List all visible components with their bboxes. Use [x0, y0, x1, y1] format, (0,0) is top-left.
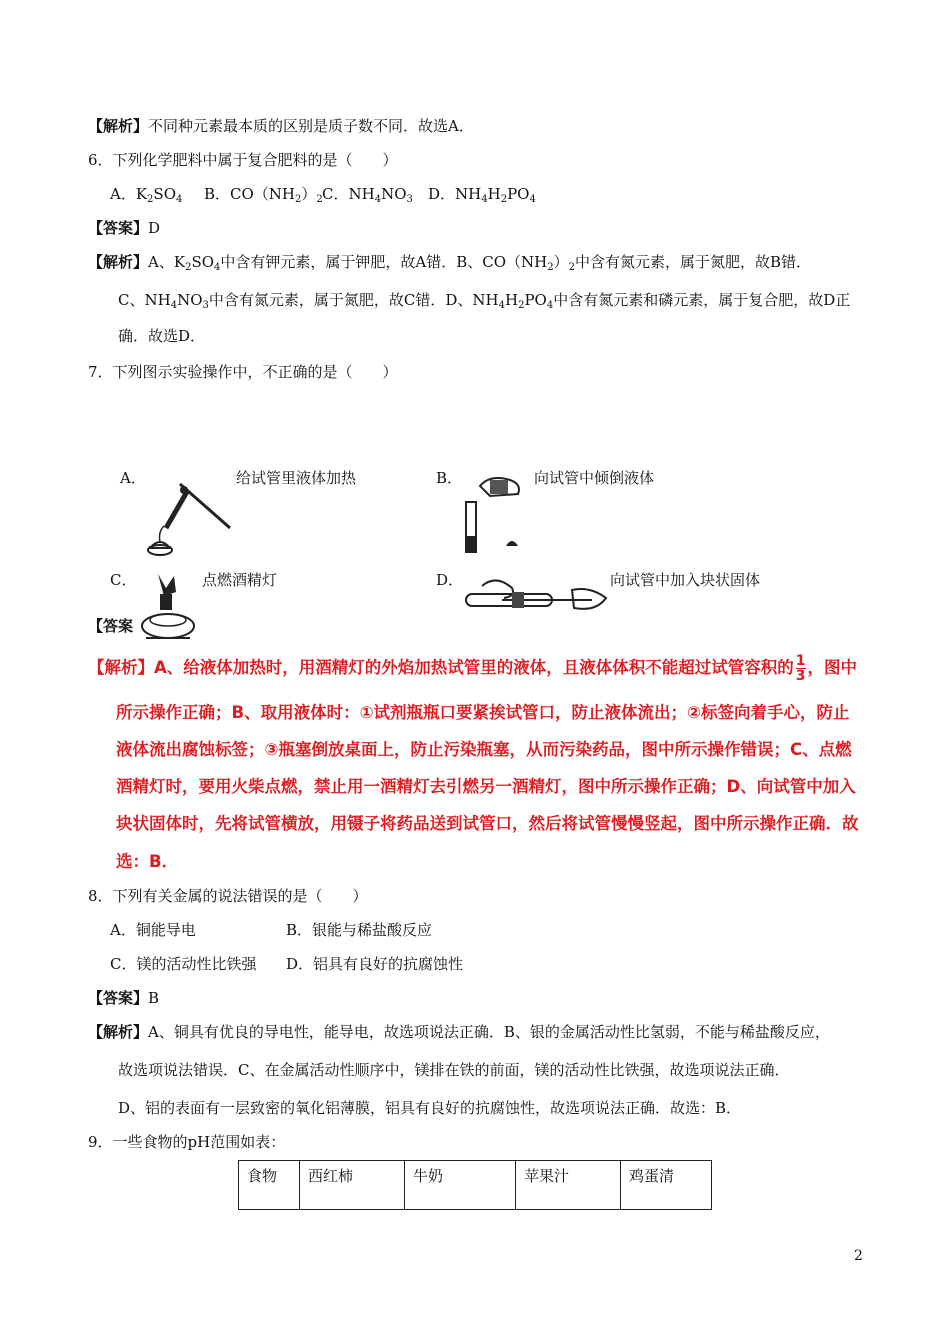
ph-table: [238, 1160, 712, 1210]
table-cell: 牛奶: [405, 1161, 516, 1210]
q6-option-d: D．$NH_4H_2PO_4$: [428, 185, 536, 205]
heating-liquid-illustration: [140, 470, 240, 560]
table-row: [239, 1161, 712, 1210]
q7-option-d-label: 向试管中加入块状固体: [610, 571, 761, 589]
q7-analysis-line-4: 酒精灯时，要用火柴点燃，禁止用一酒精灯去引燃另一酒精灯，图中所示操作正确；D、向试管中加入: [116, 777, 856, 796]
q6-option-b: B．$CO(NH_2)_2$: [204, 185, 323, 205]
q8-analysis-line-1: 【解析】A、铜具有优良的导电性，能导电，故选项说法正确．B、银的金属活动性比氢弱，不能与稀盐酸反应，: [88, 1023, 830, 1041]
q8-option-b: B．银能与稀盐酸反应: [286, 921, 433, 939]
q6-analysis-line-1: 【解析】A、$K_2SO_4$中含有钾元素，属于钾肥，故A错．B、$CO(NH_2)_2$中含有氮元素，属于氮肥，故B错．: [88, 253, 812, 273]
q8-stem: 8．下列有关金属的说法错误的是（ ）: [88, 887, 368, 905]
q7-analysis-line-3: 液体流出腐蚀标签；③瓶塞倒放桌面上，防止污染瓶塞，从而污染药品，图中所示操作错误；C、点燃: [116, 740, 852, 759]
q5-analysis: 【解析】不同种元素最本质的区别是质子数不同．故选A．: [88, 117, 474, 135]
q8-analysis-line-3: D、铝的表面有一层致密的氧化铝薄膜，铝具有良好的抗腐蚀性，故选项说法正确．故选：B．: [118, 1099, 742, 1117]
q7-analysis-line-5: 块状固体时，先将试管横放，用镊子将药品送到试管口，然后将试管慢慢竖起，图中所示操作正确．故: [116, 814, 859, 833]
adding-solid-illustration: [462, 572, 610, 620]
q9-stem: 9．一些食物的pH范围如表：: [88, 1133, 286, 1151]
q7-option-c-letter: C．: [110, 571, 137, 589]
q7-option-b-letter: B．: [436, 469, 463, 487]
fraction-one-third: $\frac{1}{3}$: [795, 653, 806, 684]
pouring-liquid-illustration: [460, 466, 530, 556]
q7-stem: 7．下列图示实验操作中，不正确的是（ ）: [88, 363, 398, 381]
q6-analysis-line-2: C、$NH_4NO_3$中含有氮元素，属于氮肥，故C错．D、$NH_4H_2PO_4$中含有氮元素和磷元素，属于复合肥，故D正: [118, 291, 851, 311]
q6-analysis-line-3: 确．故选D．: [118, 327, 206, 345]
q7-analysis-line-2: 所示操作正确；B、取用液体时：①试剂瓶瓶口要紧挨试管口，防止液体流出；②标签向着手心，防止: [116, 703, 850, 722]
q8-answer: 【答案】B: [88, 989, 160, 1007]
q8-analysis-line-2: 故选项说法错误．C、在金属活动性顺序中，镁排在铁的前面，镁的活动性比铁强，故选项说法正确．: [118, 1061, 790, 1079]
q8-option-a: A．铜能导电: [110, 921, 196, 939]
table-cell: 食物: [239, 1161, 300, 1210]
q6-answer: 【答案】D: [88, 219, 161, 237]
q8-option-c: C．镁的活动性比铁强: [110, 955, 257, 973]
table-cell: 西红柿: [300, 1161, 405, 1210]
q7-option-a-label: 给试管里液体加热: [236, 469, 357, 487]
q6-option-a: A．$K_2SO_4$: [110, 185, 183, 205]
table-cell: 苹果汁: [516, 1161, 621, 1210]
q8-option-d: D．铝具有良好的抗腐蚀性: [286, 955, 464, 973]
q7-option-b-label: 向试管中倾倒液体: [534, 469, 655, 487]
q6-stem: 6．下列化学肥料中属于复合肥料的是（ ）: [88, 151, 398, 169]
page-number: 2: [854, 1248, 863, 1264]
q6-option-c: C．$NH_4NO_3$: [322, 185, 413, 205]
q7-option-a-letter: A．: [120, 469, 146, 487]
table-cell: 鸡蛋清: [621, 1161, 712, 1210]
q7-option-d-letter: D．: [436, 571, 464, 589]
q7-analysis-line-1: 【解析】A、给液体加热时，用酒精灯的外焰加热试管里的液体，且液体体积不能超过试管容积的 $\frac{1}{3}$ ，图中: [88, 653, 858, 684]
lighting-alcohol-lamp-illustration: [138, 570, 202, 646]
q7-answer: 【答案: [88, 617, 134, 635]
q7-option-c-label: 点燃酒精灯: [202, 571, 278, 589]
q7-analysis-line-6: 选：B．: [116, 852, 179, 871]
